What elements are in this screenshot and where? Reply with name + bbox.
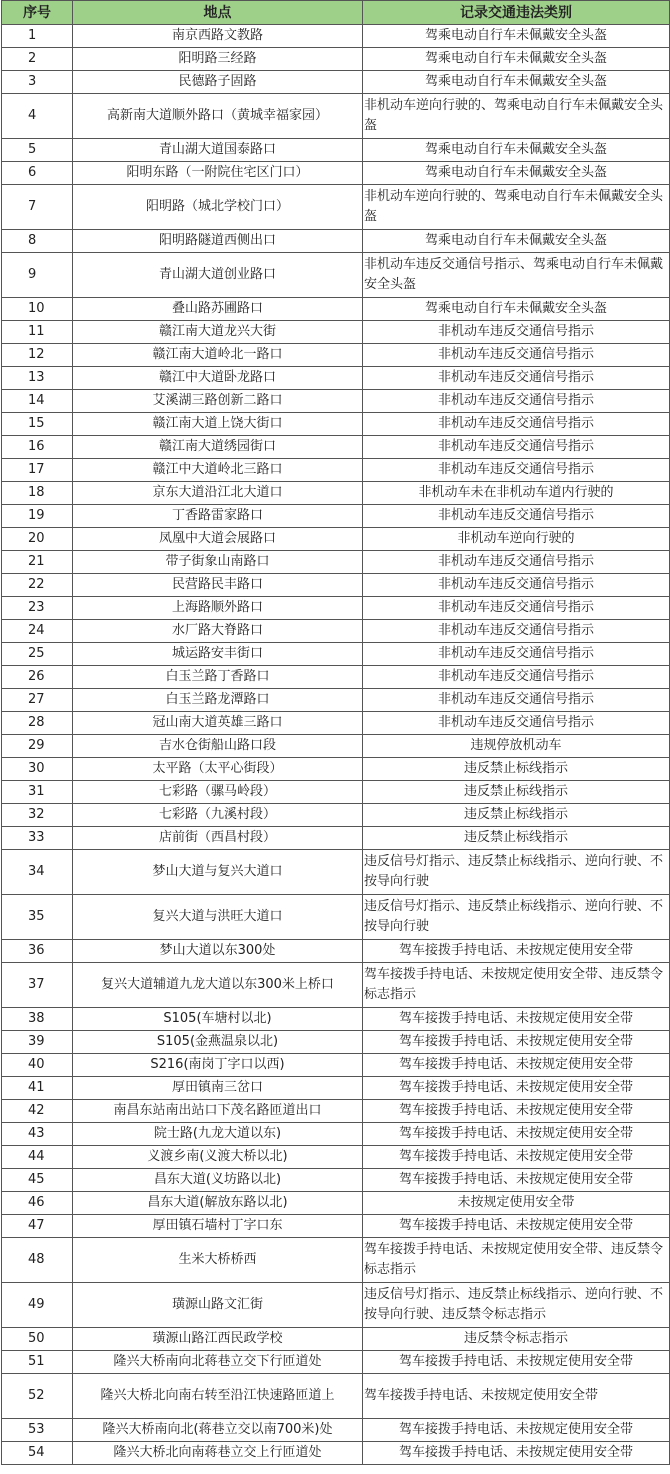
table-row [2, 1283, 670, 1328]
row-violation-type: 违反信号灯指示、违反禁止标线指示、逆向行驶、不按导向行驶、违反禁令标志指示 [363, 1283, 670, 1328]
row-violation-type: 非机动车违反交通信号指示 [363, 689, 670, 712]
row-index: 37 [2, 963, 73, 1008]
row-index: 21 [2, 551, 73, 574]
row-violation-type: 驾车接拨手持电话、未按规定使用安全带 [363, 1123, 670, 1146]
table-row [2, 344, 670, 367]
row-violation-type: 驾乘电动自行车未佩戴安全头盔 [363, 139, 670, 162]
table-row [2, 689, 670, 712]
row-index: 31 [2, 781, 73, 804]
row-violation-type: 驾车接拨手持电话、未按规定使用安全带、违反禁令标志指示 [363, 1238, 670, 1283]
row-violation-type: 非机动车违反交通信号指示 [363, 551, 670, 574]
row-violation-type: 驾车接拨手持电话、未按规定使用安全带 [363, 1374, 670, 1419]
row-location: 复兴大道辅道九龙大道以东300米上桥口 [73, 963, 363, 1008]
row-index: 22 [2, 574, 73, 597]
table-row [2, 1008, 670, 1031]
row-location: 凤凰中大道会展路口 [73, 528, 363, 551]
table-row [2, 597, 670, 620]
row-index: 16 [2, 436, 73, 459]
row-violation-type: 驾车接拨手持电话、未按规定使用安全带 [363, 1054, 670, 1077]
row-index: 11 [2, 321, 73, 344]
row-location: 梦山大道以东300处 [73, 940, 363, 963]
row-location: 吉水仓街船山路口段 [73, 735, 363, 758]
row-index: 27 [2, 689, 73, 712]
table-row [2, 1374, 670, 1419]
row-index: 13 [2, 367, 73, 390]
table-row [2, 71, 670, 94]
header-index: 序号 [2, 1, 73, 25]
row-location: 梦山大道与复兴大道口 [73, 850, 363, 895]
row-index: 1 [2, 25, 73, 48]
row-index: 53 [2, 1419, 73, 1442]
row-violation-type: 驾乘电动自行车未佩戴安全头盔 [363, 162, 670, 185]
row-index: 50 [2, 1328, 73, 1351]
row-violation-type: 违规停放机动车 [363, 735, 670, 758]
row-violation-type: 未按规定使用安全带 [363, 1192, 670, 1215]
table-row [2, 1123, 670, 1146]
row-location: 太平路（太平心街段） [73, 758, 363, 781]
row-violation-type: 非机动车违反交通信号指示 [363, 390, 670, 413]
row-location: 阳明路隧道西侧出口 [73, 230, 363, 253]
row-location: 昌东大道(解放东路以北) [73, 1192, 363, 1215]
row-index: 52 [2, 1374, 73, 1419]
row-violation-type: 违反禁令标志指示 [363, 1328, 670, 1351]
row-location: 带子街象山南路口 [73, 551, 363, 574]
row-violation-type: 违反信号灯指示、违反禁止标线指示、逆向行驶、不按导向行驶 [363, 895, 670, 940]
row-location: 白玉兰路丁香路口 [73, 666, 363, 689]
row-index: 48 [2, 1238, 73, 1283]
row-index: 47 [2, 1215, 73, 1238]
table-row [2, 390, 670, 413]
table-row [2, 963, 670, 1008]
table-row [2, 895, 670, 940]
row-index: 14 [2, 390, 73, 413]
row-index: 39 [2, 1031, 73, 1054]
row-location: 义渡乡南(义渡大桥以北) [73, 1146, 363, 1169]
row-index: 17 [2, 459, 73, 482]
row-index: 6 [2, 162, 73, 185]
row-location: 城运路安丰街口 [73, 643, 363, 666]
table-row [2, 850, 670, 895]
table-row [2, 1100, 670, 1123]
row-index: 44 [2, 1146, 73, 1169]
row-violation-type: 非机动车逆向行驶的 [363, 528, 670, 551]
row-location: 店前街（西昌村段） [73, 827, 363, 850]
table-row [2, 413, 670, 436]
table-row [2, 1169, 670, 1192]
table-row [2, 459, 670, 482]
table-row [2, 185, 670, 230]
row-index: 15 [2, 413, 73, 436]
table-row [2, 781, 670, 804]
row-location: 七彩路（骡马岭段） [73, 781, 363, 804]
row-location: 复兴大道与洪旺大道口 [73, 895, 363, 940]
row-location: 阳明路三经路 [73, 48, 363, 71]
row-violation-type: 驾车接拨手持电话、未按规定使用安全带、违反禁令标志指示 [363, 963, 670, 1008]
row-location: 赣江中大道岭北三路口 [73, 459, 363, 482]
row-index: 12 [2, 344, 73, 367]
row-index: 38 [2, 1008, 73, 1031]
table-row [2, 298, 670, 321]
row-violation-type: 驾车接拨手持电话、未按规定使用安全带 [363, 1419, 670, 1442]
row-index: 5 [2, 139, 73, 162]
row-location: 赣江南大道上饶大街口 [73, 413, 363, 436]
row-index: 40 [2, 1054, 73, 1077]
row-violation-type: 非机动车违反交通信号指示 [363, 505, 670, 528]
row-index: 3 [2, 71, 73, 94]
row-index: 54 [2, 1442, 73, 1465]
row-index: 18 [2, 482, 73, 505]
row-location: 白玉兰路龙潭路口 [73, 689, 363, 712]
row-violation-type: 驾车接拨手持电话、未按规定使用安全带 [363, 1031, 670, 1054]
row-location: 赣江中大道卧龙路口 [73, 367, 363, 390]
row-violation-type: 违反信号灯指示、违反禁止标线指示、逆向行驶、不按导向行驶 [363, 850, 670, 895]
row-index: 7 [2, 185, 73, 230]
header-violation-type: 记录交通违法类别 [363, 1, 670, 25]
row-index: 30 [2, 758, 73, 781]
row-location: 南昌东站南出站口下茂名路匝道出口 [73, 1100, 363, 1123]
row-violation-type: 非机动车逆向行驶的、驾乘电动自行车未佩戴安全头盔 [363, 94, 670, 139]
row-violation-type: 驾乘电动自行车未佩戴安全头盔 [363, 48, 670, 71]
row-location: 高新南大道顺外路口（黄城幸福家园） [73, 94, 363, 139]
row-violation-type: 非机动车逆向行驶的、驾乘电动自行车未佩戴安全头盔 [363, 185, 670, 230]
row-violation-type: 非机动车违反交通信号指示 [363, 643, 670, 666]
table-row [2, 230, 670, 253]
row-violation-type: 驾乘电动自行车未佩戴安全头盔 [363, 230, 670, 253]
row-violation-type: 违反禁止标线指示 [363, 827, 670, 850]
row-violation-type: 非机动车违反交通信号指示 [363, 344, 670, 367]
table-row [2, 528, 670, 551]
row-violation-type: 驾车接拨手持电话、未按规定使用安全带 [363, 1215, 670, 1238]
table-row [2, 1419, 670, 1442]
row-violation-type: 驾车接拨手持电话、未按规定使用安全带 [363, 1442, 670, 1465]
row-location: 厚田镇石墙村丁字口东 [73, 1215, 363, 1238]
row-index: 28 [2, 712, 73, 735]
row-location: 七彩路（九溪村段） [73, 804, 363, 827]
row-index: 46 [2, 1192, 73, 1215]
table-row [2, 162, 670, 185]
row-location: 隆兴大桥北向南蒋巷立交上行匝道处 [73, 1442, 363, 1465]
row-index: 24 [2, 620, 73, 643]
table-row [2, 321, 670, 344]
row-index: 19 [2, 505, 73, 528]
row-location: 院士路(九龙大道以东) [73, 1123, 363, 1146]
row-location: S105(车塘村以北) [73, 1008, 363, 1031]
row-violation-type: 驾车接拨手持电话、未按规定使用安全带 [363, 1077, 670, 1100]
table-row [2, 436, 670, 459]
row-location: 璜源山路文汇街 [73, 1283, 363, 1328]
row-index: 42 [2, 1100, 73, 1123]
row-violation-type: 非机动车违反交通信号指示 [363, 574, 670, 597]
table-row [2, 367, 670, 390]
row-violation-type: 非机动车违反交通信号指示 [363, 367, 670, 390]
row-index: 25 [2, 643, 73, 666]
row-index: 36 [2, 940, 73, 963]
row-index: 26 [2, 666, 73, 689]
row-index: 33 [2, 827, 73, 850]
row-location: 赣江南大道龙兴大街 [73, 321, 363, 344]
table-row [2, 758, 670, 781]
row-location: S216(南岗丁字口以西) [73, 1054, 363, 1077]
table-row [2, 1192, 670, 1215]
row-index: 10 [2, 298, 73, 321]
row-location: 隆兴大桥南向北蒋巷立交下行匝道处 [73, 1351, 363, 1374]
row-location: 丁香路雷家路口 [73, 505, 363, 528]
row-violation-type: 违反禁止标线指示 [363, 758, 670, 781]
row-violation-type: 非机动车违反交通信号指示 [363, 620, 670, 643]
row-violation-type: 非机动车违反交通信号指示 [363, 436, 670, 459]
row-location: 阳明东路（一附院住宅区门口） [73, 162, 363, 185]
row-violation-type: 驾车接拨手持电话、未按规定使用安全带 [363, 1351, 670, 1374]
row-location: 民营路民丰路口 [73, 574, 363, 597]
row-location: 青山湖大道创业路口 [73, 253, 363, 298]
row-location: 赣江南大道岭北一路口 [73, 344, 363, 367]
row-index: 35 [2, 895, 73, 940]
row-location: 生米大桥桥西 [73, 1238, 363, 1283]
row-violation-type: 非机动车违反交通信号指示 [363, 413, 670, 436]
row-violation-type: 非机动车违反交通信号指示 [363, 459, 670, 482]
row-violation-type: 驾车接拨手持电话、未按规定使用安全带 [363, 1100, 670, 1123]
row-index: 20 [2, 528, 73, 551]
table-row [2, 804, 670, 827]
table-row [2, 48, 670, 71]
row-violation-type: 违反禁止标线指示 [363, 804, 670, 827]
row-location: S105(金燕温泉以北) [73, 1031, 363, 1054]
table-row [2, 1031, 670, 1054]
row-violation-type: 非机动车违反交通信号指示 [363, 321, 670, 344]
row-index: 32 [2, 804, 73, 827]
table-row [2, 1238, 670, 1283]
row-location: 水厂路大脊路口 [73, 620, 363, 643]
row-location: 冠山南大道英雄三路口 [73, 712, 363, 735]
table-row [2, 620, 670, 643]
row-violation-type: 违反禁止标线指示 [363, 781, 670, 804]
row-index: 8 [2, 230, 73, 253]
table-row [2, 94, 670, 139]
row-violation-type: 驾乘电动自行车未佩戴安全头盔 [363, 298, 670, 321]
row-violation-type: 非机动车未在非机动车道内行驶的 [363, 482, 670, 505]
violation-locations-table [1, 0, 670, 1465]
table-row [2, 482, 670, 505]
table-row [2, 1328, 670, 1351]
table-row [2, 551, 670, 574]
row-violation-type: 非机动车违反交通信号指示、驾乘电动自行车未佩戴安全头盔 [363, 253, 670, 298]
table-row [2, 1077, 670, 1100]
table-row [2, 25, 670, 48]
row-index: 34 [2, 850, 73, 895]
row-violation-type: 非机动车违反交通信号指示 [363, 666, 670, 689]
row-violation-type: 驾车接拨手持电话、未按规定使用安全带 [363, 1169, 670, 1192]
header-location: 地点 [73, 1, 363, 25]
row-location: 京东大道沿江北大道口 [73, 482, 363, 505]
table-row [2, 253, 670, 298]
row-index: 4 [2, 94, 73, 139]
row-location: 南京西路文教路 [73, 25, 363, 48]
table-row [2, 827, 670, 850]
row-location: 艾溪湖三路创新二路口 [73, 390, 363, 413]
table-row [2, 574, 670, 597]
row-violation-type: 驾车接拨手持电话、未按规定使用安全带 [363, 1008, 670, 1031]
table-row [2, 712, 670, 735]
row-location: 叠山路苏圃路口 [73, 298, 363, 321]
row-violation-type: 驾乘电动自行车未佩戴安全头盔 [363, 71, 670, 94]
row-location: 璜源山路江西民政学校 [73, 1328, 363, 1351]
row-index: 45 [2, 1169, 73, 1192]
row-index: 9 [2, 253, 73, 298]
table-row [2, 1351, 670, 1374]
row-location: 赣江南大道绣园街口 [73, 436, 363, 459]
row-index: 51 [2, 1351, 73, 1374]
row-location: 隆兴大桥北向南右转至沿江快速路匝道上 [73, 1374, 363, 1419]
row-location: 隆兴大桥南向北(蒋巷立交以南700米)处 [73, 1419, 363, 1442]
row-violation-type: 非机动车违反交通信号指示 [363, 597, 670, 620]
table-row [2, 940, 670, 963]
row-location: 上海路顺外路口 [73, 597, 363, 620]
row-violation-type: 驾乘电动自行车未佩戴安全头盔 [363, 25, 670, 48]
table-row [2, 505, 670, 528]
table-row [2, 1442, 670, 1465]
row-violation-type: 驾车接拨手持电话、未按规定使用安全带 [363, 940, 670, 963]
row-index: 29 [2, 735, 73, 758]
table-row [2, 1054, 670, 1077]
row-index: 43 [2, 1123, 73, 1146]
row-index: 2 [2, 48, 73, 71]
table-row [2, 139, 670, 162]
table-row [2, 735, 670, 758]
row-violation-type: 非机动车违反交通信号指示 [363, 712, 670, 735]
row-violation-type: 驾车接拨手持电话、未按规定使用安全带 [363, 1146, 670, 1169]
row-location: 昌东大道(义坊路以北) [73, 1169, 363, 1192]
row-index: 49 [2, 1283, 73, 1328]
row-location: 青山湖大道国泰路口 [73, 139, 363, 162]
row-index: 41 [2, 1077, 73, 1100]
table-row [2, 643, 670, 666]
header-row [2, 1, 670, 25]
table-row [2, 666, 670, 689]
table-row [2, 1146, 670, 1169]
row-location: 民德路子固路 [73, 71, 363, 94]
row-index: 23 [2, 597, 73, 620]
table-row [2, 1215, 670, 1238]
row-location: 厚田镇南三岔口 [73, 1077, 363, 1100]
row-location: 阳明路（城北学校门口） [73, 185, 363, 230]
